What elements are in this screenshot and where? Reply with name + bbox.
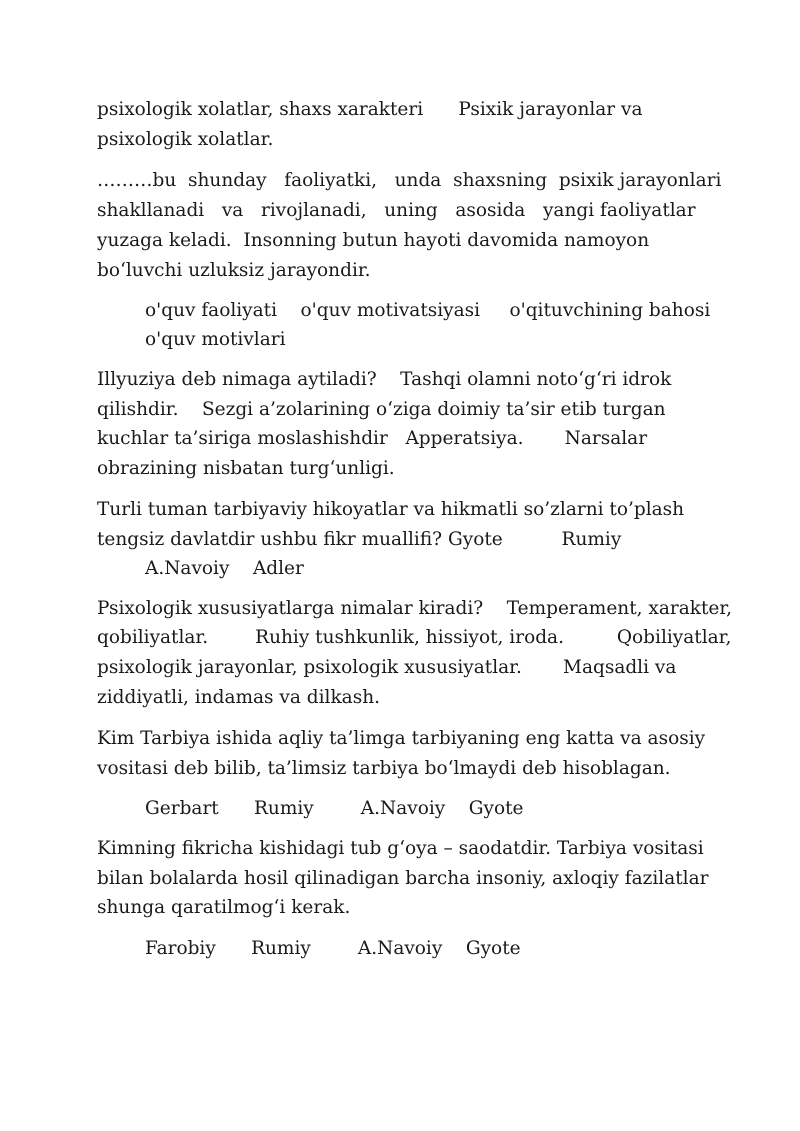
text-line: obrazining nisbatan turg‘unligi. — [97, 458, 395, 479]
text-line: kuchlar ta’siriga moslashishdir Apperatsiya. Narsalar — [97, 428, 648, 449]
answer-options-line: Gerbart Rumiy A.Navoiy Gyote — [145, 798, 524, 819]
text-line: Kim Tarbiya ishida aqliy ta’limga tarbiyaning eng katta va asosiy — [97, 728, 706, 749]
answer-options-line: o'quv faoliyati o'quv motivatsiyasi o'qituvchining bahosi — [145, 300, 711, 321]
text-line: bo‘luvchi uzluksiz jarayondir. — [97, 260, 371, 281]
text-line: bilan bolalarda hosil qilinadigan barcha insoniy, axloqiy fazilatlar — [97, 868, 709, 889]
answer-options-line: o'quv motivlari — [145, 329, 286, 350]
text-line: psixologik xolatlar, shaxs xarakteri Psixik jarayonlar va — [97, 99, 643, 120]
text-line: tengsiz davlatdir ushbu fikr muallifi? Gyote Rumiy — [97, 529, 622, 550]
answer-options-line: Farobiy Rumiy A.Navoiy Gyote — [145, 938, 521, 959]
text-line: yuzaga keladi. Insonning butun hayoti davomida namoyon — [97, 230, 650, 251]
text-line: Illyuziya deb nimaga aytiladi? Tashqi olamni noto‘g‘ri idrok — [97, 369, 672, 390]
text-line: Psixologik xususiyatlarga nimalar kiradi? Temperament, xarakter, — [97, 598, 733, 619]
text-line: qilishdir. Sezgi a’zolarining o‘ziga doimiy ta’sir etib turgan — [97, 399, 666, 420]
answer-options-line: A.Navoiy Adler — [145, 558, 304, 579]
text-line: shakllanadi va rivojlanadi, uning asosida yangi faoliyatlar — [97, 200, 696, 221]
text-line: ziddiyatli, indamas va dilkash. — [97, 687, 380, 708]
text-line: Kimning fikricha kishidagi tub g‘oya – saodatdir. Tarbiya vositasi — [97, 838, 704, 859]
text-line: Turli tuman tarbiyaviy hikoyatlar va hikmatli so’zlarni to’plash — [97, 499, 685, 520]
text-line: psixologik jarayonlar, psixologik xususiyatlar. Maqsadli va — [97, 657, 677, 678]
text-line: qobiliyatlar. Ruhiy tushkunlik, hissiyot, iroda. Qobiliyatlar, — [97, 627, 732, 648]
text-line: shunga qaratilmog‘i kerak. — [97, 897, 351, 918]
text-line: psixologik xolatlar. — [97, 129, 274, 150]
text-line: ………bu shunday faoliyatki, unda shaxsning psixik jarayonlari — [97, 170, 722, 191]
text-line: vositasi deb bilib, ta’limsiz tarbiya bo‘lmaydi deb hisoblagan. — [97, 758, 671, 779]
